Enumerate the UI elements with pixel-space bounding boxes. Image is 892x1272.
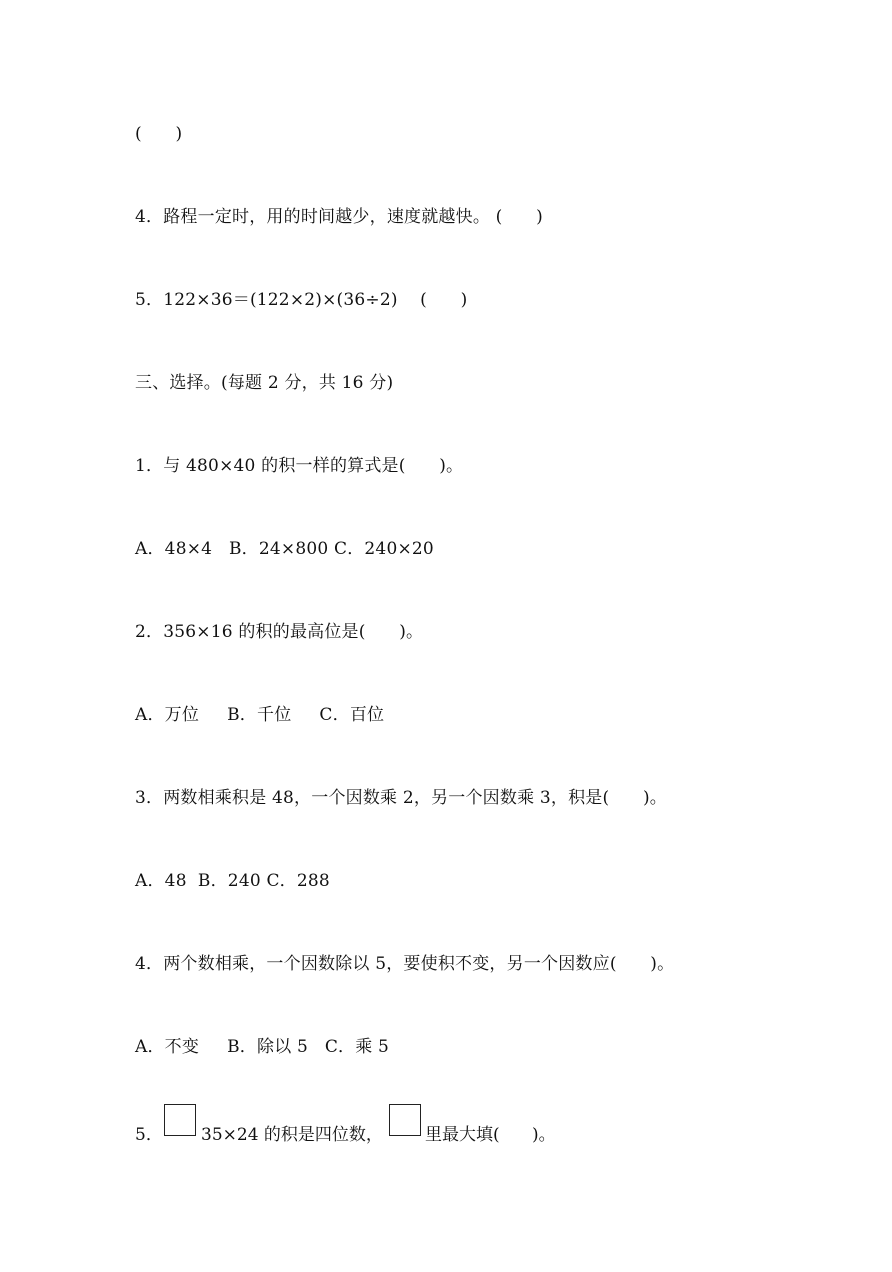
section-heading-choice: 三、选择。(每题 2 分，共 16 分)	[135, 373, 394, 393]
question-choice-5	[135, 1104, 556, 1148]
question-choice-2: 2．356×16 的积的最高位是( )。	[135, 622, 424, 642]
question-true-false-5: 5．122×36＝(122×2)×(36÷2) ( )	[135, 290, 468, 310]
options-choice-2: A．万位 B．千位 C．百位	[135, 705, 385, 725]
options-choice-1: A．48×4 B．24×800 C．240×20	[135, 539, 434, 559]
answer-box	[389, 1104, 421, 1136]
question-text-part-2: 里最大填( )。	[425, 1125, 556, 1145]
question-number: 5．	[135, 1125, 163, 1145]
options-choice-4: A．不变 B．除以 5 C．乘 5	[135, 1037, 390, 1057]
question-choice-1: 1．与 480×40 的积一样的算式是( )。	[135, 456, 464, 476]
blank-answer-parentheses: ( )	[135, 124, 183, 144]
question-text-part-1: 35×24 的积是四位数，	[201, 1125, 383, 1145]
question-choice-3: 3．两数相乘积是 48，一个因数乘 2，另一个因数乘 3，积是( )。	[135, 788, 667, 808]
question-choice-4: 4．两个数相乘，一个因数除以 5，要使积不变，另一个因数应( )。	[135, 954, 675, 974]
question-true-false-4: 4．路程一定时，用的时间越少，速度就越快。 ( )	[135, 207, 543, 227]
answer-box	[164, 1104, 196, 1136]
options-choice-3: A．48 B．240 C．288	[135, 871, 330, 891]
